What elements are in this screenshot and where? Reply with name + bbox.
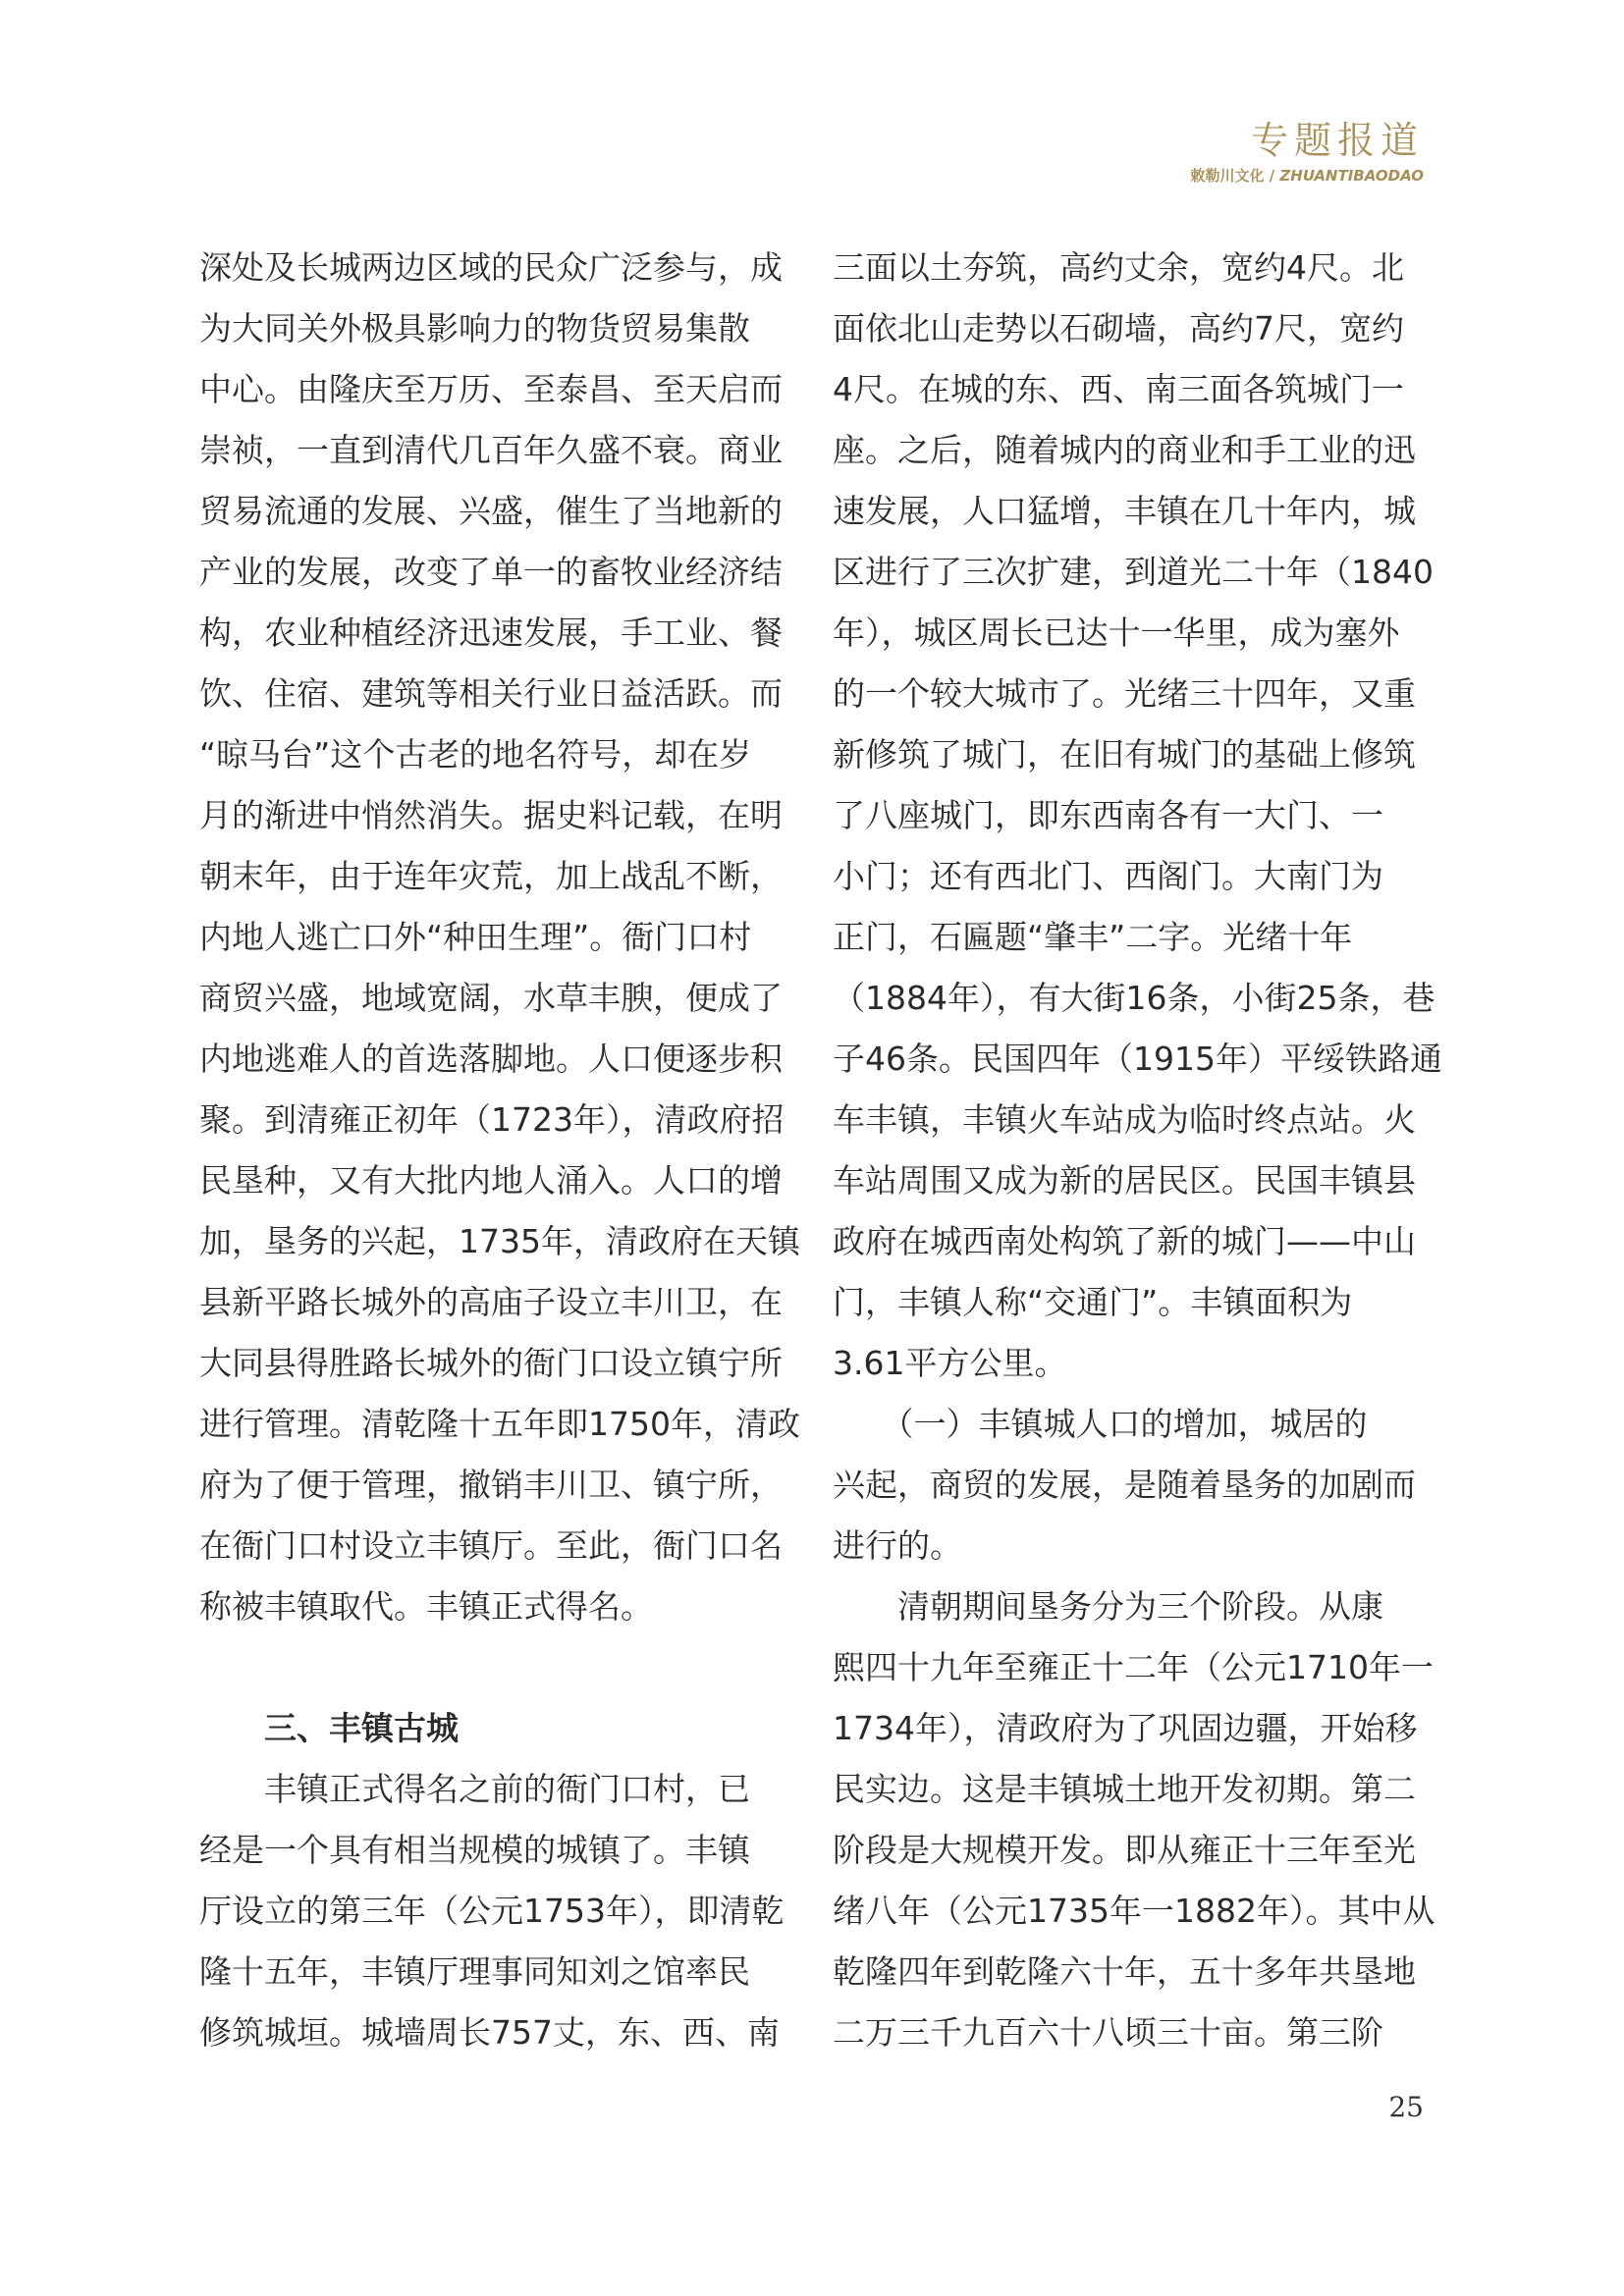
text-line: 聚。到清雍正初年（1723年），清政府招 xyxy=(199,1100,785,1139)
text-line: 府为了便于管理，撤销丰川卫、镇宁所， xyxy=(199,1466,783,1504)
text-line: 饮、住宿、建筑等相关行业日益活跃。而 xyxy=(199,674,783,713)
text-line: 1734年），清政府为了巩固边疆，开始移 xyxy=(833,1709,1418,1747)
text-line: 修筑城垣。城墙周长757丈，东、西、南 xyxy=(199,2013,780,2052)
text-line: 面依北山走势以石砌墙，高约7尺，宽约 xyxy=(833,309,1404,347)
text-line: 座。之后，随着城内的商业和手工业的迅 xyxy=(833,431,1416,469)
text-line: 年），城区周长已达十一华里，成为塞外 xyxy=(833,614,1400,652)
text-line: 加，垦务的兴起，1735年，清政府在天镇 xyxy=(199,1222,800,1260)
text-line: 产业的发展，改变了单一的畜牧业经济结 xyxy=(199,553,783,591)
text-line: 进行管理。清乾隆十五年即1750年，清政 xyxy=(199,1405,800,1443)
text-line: 车站周围又成为新的居民区。民国丰镇县 xyxy=(833,1161,1416,1200)
text-line: 在衙门口村设立丰镇厅。至此，衙门口名 xyxy=(199,1526,783,1565)
text-line: 崇祯，一直到清代几百年久盛不衰。商业 xyxy=(199,431,783,469)
paragraph-gap xyxy=(199,1637,798,1698)
text-line: 称被丰镇取代。丰镇正式得名。 xyxy=(199,1587,653,1626)
text-line: 民实边。这是丰镇城土地开发初期。第二 xyxy=(833,1770,1416,1808)
text-line: 中心。由隆庆至万历、至泰昌、至天启而 xyxy=(199,370,783,408)
text-line: 商贸兴盛，地域宽阔，水草丰腴，便成了 xyxy=(199,979,783,1017)
section-heading-text: 三、丰镇古城 xyxy=(264,1709,459,1747)
text-line: 阶段是大规模开发。即从雍正十三年至光 xyxy=(833,1831,1416,1869)
text-line: 经是一个具有相当规模的城镇了。丰镇 xyxy=(199,1831,750,1869)
text-line: 正门，石匾题“肇丰”二字。光绪十年 xyxy=(833,918,1353,956)
text-line: 速发展，人口猛增，丰镇在几十年内，城 xyxy=(833,492,1416,530)
text-line: 子46条。民国四年（1915年）平绥铁路通 xyxy=(833,1040,1442,1078)
text-line: 了八座城门，即东西南各有一大门、一 xyxy=(833,796,1383,834)
text-line: 厅设立的第三年（公元1753年），即清乾 xyxy=(199,1892,785,1930)
text-line: 构，农业种植经济迅速发展，手工业、餐 xyxy=(199,614,783,652)
column-latin: ZHUANTIBAODAO xyxy=(1279,167,1424,185)
text-line: 二万三千九百六十八顷三十亩。第三阶 xyxy=(833,2013,1383,2052)
right-column xyxy=(833,238,1442,2063)
text-line: 为大同关外极具影响力的物货贸易集散 xyxy=(199,309,750,347)
text-line: 贸易流通的发展、兴盛，催生了当地新的 xyxy=(199,492,783,530)
text-line: 区进行了三次扩建，到道光二十年（1840 xyxy=(833,553,1434,591)
text-line: 清朝期间垦务分为三个阶段。从康 xyxy=(833,1587,1383,1626)
section-title: 专题报道 xyxy=(1250,119,1424,162)
text-line: 车丰镇，丰镇火车站成为临时终点站。火 xyxy=(833,1100,1416,1139)
text-line: 丰镇正式得名之前的衙门口村，已 xyxy=(199,1770,750,1808)
column-name: 敕勒川文化 xyxy=(1190,167,1265,185)
text-line: 新修筑了城门，在旧有城门的基础上修筑 xyxy=(833,735,1416,774)
text-line: 大同县得胜路长城外的衙门口设立镇宁所 xyxy=(199,1344,783,1382)
text-line: 深处及长城两边区域的民众广泛参与，成 xyxy=(199,248,783,287)
text-line: 兴起，商贸的发展，是随着垦务的加剧而 xyxy=(833,1466,1416,1504)
text-line: 隆十五年，丰镇厅理事同知刘之馆率民 xyxy=(199,1952,750,1991)
text-line: 内地人逃亡口外“种田生理”。衙门口村 xyxy=(199,918,752,956)
text-line: 门，丰镇人称“交通门”。丰镇面积为 xyxy=(833,1283,1353,1321)
section-heading xyxy=(199,1698,798,1759)
text-line: 月的渐进中悄然消失。据史料记载，在明 xyxy=(199,796,783,834)
text-line: 熙四十九年至雍正十二年（公元1710年一 xyxy=(833,1648,1434,1686)
text-line: 进行的。 xyxy=(833,1526,962,1565)
text-line: 政府在城西南处构筑了新的城门——中山 xyxy=(833,1222,1416,1260)
text-line: “晾马台”这个古老的地名符号，却在岁 xyxy=(199,735,752,774)
text-line: 4尺。在城的东、西、南三面各筑城门一 xyxy=(833,370,1404,408)
text-line: 乾隆四年到乾隆六十年，五十多年共垦地 xyxy=(833,1952,1416,1991)
text-line: 县新平路长城外的高庙子设立丰川卫，在 xyxy=(199,1283,783,1321)
column-subtitle xyxy=(1190,165,1424,186)
text-line: 内地逃难人的首选落脚地。人口便逐步积 xyxy=(199,1040,783,1078)
text-line: （1884年），有大街16条，小街25条，巷 xyxy=(833,979,1435,1017)
page-number: 25 xyxy=(1388,2091,1424,2123)
text-line: 的一个较大城市了。光绪三十四年，又重 xyxy=(833,674,1416,713)
text-line: 绪八年（公元1735年一1882年）。其中从 xyxy=(833,1892,1435,1930)
text-line: 三面以土夯筑，高约丈余，宽约4尺。北 xyxy=(833,248,1404,287)
text-line: 朝末年，由于连年灾荒，加上战乱不断， xyxy=(199,857,783,895)
column-separator: / xyxy=(1264,167,1280,185)
text-line: 小门；还有西北门、西阁门。大南门为 xyxy=(833,857,1383,895)
text-line: 3.61平方公里。 xyxy=(833,1344,1067,1382)
text-line: （一）丰镇城人口的增加，城居的 xyxy=(833,1405,1368,1443)
text-line: 民垦种，又有大批内地人涌入。人口的增 xyxy=(199,1161,783,1200)
left-column xyxy=(199,238,798,2063)
